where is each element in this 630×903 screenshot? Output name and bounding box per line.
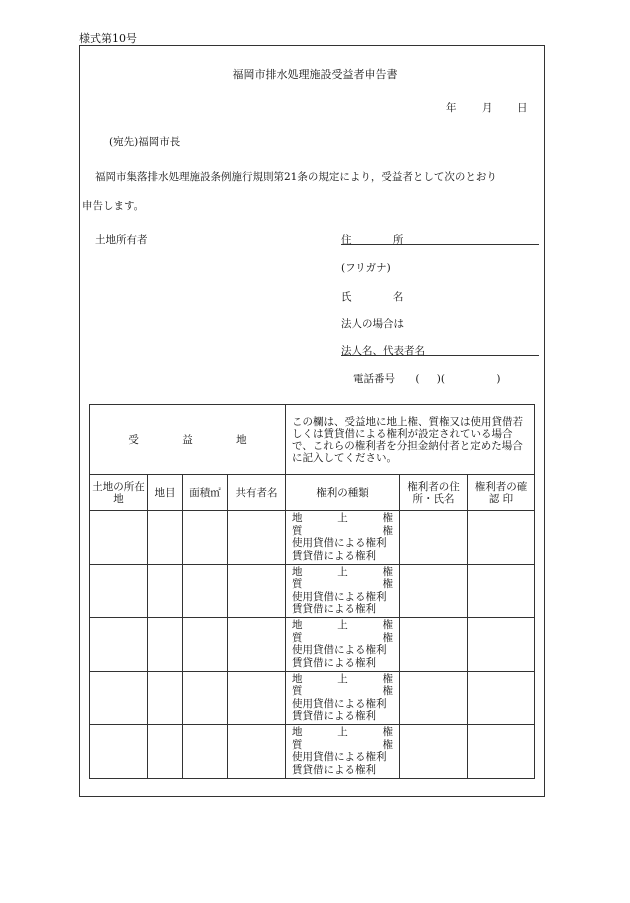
- form-title: 福岡市排水処理施設受益者申告書: [232, 68, 398, 81]
- right-type-option: 質 権: [292, 631, 393, 644]
- col-area: 面積㎡: [183, 475, 228, 511]
- name-label-2: 名: [392, 291, 404, 303]
- right-type-option: 賃貸借による権利: [292, 656, 376, 669]
- col-confirm-seal: 権利者の確 認 印: [468, 475, 535, 511]
- land-owner-label: 土地所有者: [95, 234, 148, 246]
- cell-confirm-seal[interactable]: [468, 511, 535, 565]
- cell-area[interactable]: [183, 618, 228, 672]
- right-type-option: 地 上 権: [292, 672, 393, 685]
- col-right-type: 権利の種類: [286, 475, 400, 511]
- cell-area[interactable]: [183, 564, 228, 618]
- right-type-option: 地 上 権: [292, 565, 393, 578]
- phone-field[interactable]: [353, 371, 551, 386]
- right-type-option: 賃貸借による権利: [292, 603, 376, 616]
- cell-co-owner[interactable]: [228, 564, 286, 618]
- cell-land-category[interactable]: [148, 725, 183, 779]
- cell-location[interactable]: [90, 511, 148, 565]
- right-type-option: 地 上 権: [292, 619, 393, 632]
- name-field[interactable]: [341, 289, 539, 304]
- cell-location[interactable]: [90, 564, 148, 618]
- address-field[interactable]: [341, 232, 539, 245]
- cell-confirm-seal[interactable]: [468, 671, 535, 725]
- name-label-1: 氏: [341, 291, 352, 303]
- right-type-option: 使用貸借による権利: [292, 644, 387, 657]
- cell-co-owner[interactable]: [228, 618, 286, 672]
- right-type-option: 質 権: [292, 738, 393, 751]
- date-day[interactable]: 日: [517, 102, 528, 114]
- cell-land-category[interactable]: [148, 511, 183, 565]
- cell-co-owner[interactable]: [228, 725, 286, 779]
- phone-label: 電話番号: [353, 373, 395, 385]
- cell-land-category[interactable]: [148, 671, 183, 725]
- col-holder-address-name: 権利者の住所・氏名: [400, 475, 468, 511]
- body-text-line-2: 申告します。: [82, 200, 145, 212]
- table-row: [90, 618, 535, 672]
- right-type-option: 地 上 権: [292, 726, 393, 739]
- address-label-2: 所: [392, 234, 404, 246]
- right-type-option: 使用貸借による権利: [292, 697, 387, 710]
- cell-right-type: [286, 725, 400, 779]
- furigana-label: (フリガナ): [341, 262, 391, 274]
- cell-holder-address-name[interactable]: [400, 618, 468, 672]
- cell-right-type: [286, 671, 400, 725]
- body-text-line-1: 福岡市集落排水処理施設条例施行規則第21条の規定により，受益者として次のとおり: [95, 171, 497, 183]
- form-number: 様式第10号: [79, 32, 137, 45]
- representative-label: 法人名、代表者名: [341, 345, 425, 357]
- cell-holder-address-name[interactable]: [400, 564, 468, 618]
- cell-location[interactable]: [90, 671, 148, 725]
- table-row: [90, 564, 535, 618]
- table-row: [90, 671, 535, 725]
- cell-confirm-seal[interactable]: [468, 618, 535, 672]
- cell-co-owner[interactable]: [228, 671, 286, 725]
- cell-area[interactable]: [183, 671, 228, 725]
- cell-land-category[interactable]: [148, 618, 183, 672]
- col-co-owner: 共有者名: [228, 475, 286, 511]
- rights-note: この欄は、受益地に地上権、質権又は使用貸借若しくは賃貸借による権利が設定されている場合で、これらの権利者を分担金納付者と定めた場合に記入してください。: [286, 405, 535, 475]
- phone-paren-1: (: [415, 373, 420, 385]
- cell-location[interactable]: [90, 725, 148, 779]
- right-type-option: 使用貸借による権利: [292, 590, 387, 603]
- table-row: [90, 725, 535, 779]
- col-location: 土地の所在地: [90, 475, 148, 511]
- cell-area[interactable]: [183, 725, 228, 779]
- phone-paren-3: ): [496, 373, 501, 385]
- right-type-option: 使用貸借による権利: [292, 751, 387, 764]
- cell-co-owner[interactable]: [228, 511, 286, 565]
- date-year[interactable]: 年: [446, 102, 457, 114]
- right-type-option: 質 権: [292, 524, 393, 537]
- representative-field[interactable]: [341, 343, 539, 356]
- cell-area[interactable]: [183, 511, 228, 565]
- cell-right-type: [286, 564, 400, 618]
- phone-paren-2: )(: [436, 373, 445, 385]
- right-type-option: 使用貸借による権利: [292, 537, 387, 550]
- addressee: (宛先)福岡市長: [109, 136, 181, 148]
- cell-right-type: [286, 618, 400, 672]
- cell-land-category[interactable]: [148, 564, 183, 618]
- right-type-option: 質 権: [292, 578, 393, 591]
- land-table: [89, 404, 535, 779]
- cell-right-type: [286, 511, 400, 565]
- table-row: [90, 511, 535, 565]
- right-type-option: 賃貸借による権利: [292, 763, 376, 776]
- corporate-note: [341, 316, 539, 331]
- benefit-land-header: 受 益 地: [90, 405, 286, 475]
- address-label-1: 住: [341, 234, 352, 246]
- cell-location[interactable]: [90, 618, 148, 672]
- cell-holder-address-name[interactable]: [400, 725, 468, 779]
- date-month[interactable]: 月: [482, 102, 493, 114]
- right-type-option: 質 権: [292, 685, 393, 698]
- right-type-option: 地 上 権: [292, 512, 393, 525]
- cell-confirm-seal[interactable]: [468, 725, 535, 779]
- cell-holder-address-name[interactable]: [400, 671, 468, 725]
- right-type-option: 賃貸借による権利: [292, 549, 376, 562]
- col-land-category: 地目: [148, 475, 183, 511]
- cell-holder-address-name[interactable]: [400, 511, 468, 565]
- corporate-label: 法人の場合は: [341, 318, 404, 330]
- furigana-field[interactable]: [341, 260, 539, 275]
- right-type-option: 賃貸借による権利: [292, 710, 376, 723]
- cell-confirm-seal[interactable]: [468, 564, 535, 618]
